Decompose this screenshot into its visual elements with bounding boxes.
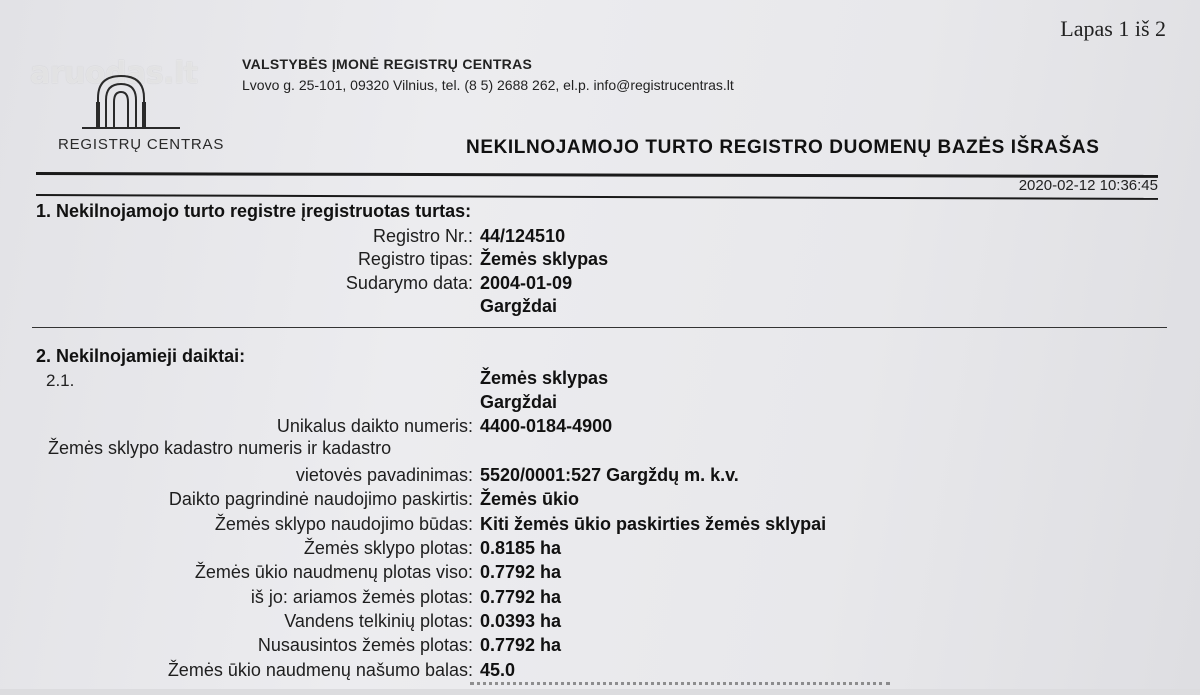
divider [36,172,1158,178]
field-row [0,512,1200,536]
field-label: Unikalus daikto numeris: [276,416,473,436]
field-value: 44/124510 [480,226,566,246]
field-label: iš jo: ariamos žemės plotas: [250,587,473,607]
field-label: Žemės ūkio naudmenų plotas viso: [194,562,473,582]
field-row [0,609,1200,633]
item-place: Gargždai [480,392,558,412]
field-value: 45.0 [480,660,516,680]
section-1-title: 1. Nekilnojamojo turto registre įregistruotas turtas: [36,201,472,221]
org-address: Lvovo g. 25-101, 09320 Vilnius, tel. (8 5) 2688 262, el.p. info@registrucentras.lt [242,77,734,93]
field-row [0,585,1200,609]
field-label: Daikto pagrindinė naudojimo paskirtis: [168,489,473,509]
field-value: 0.8185 ha [480,538,562,558]
field-value: 0.0393 ha [480,611,562,631]
field-value: 2004-01-09 [480,273,573,293]
logo-text: REGISTRŲ CENTRAS [58,136,225,153]
field-row [0,463,1200,487]
field-row [0,224,1200,248]
field-row [0,247,1200,271]
field-row [0,536,1200,560]
field-label: Nusausintos žemės plotas: [257,635,473,655]
field-row [0,271,1200,295]
field-value: Gargždai [480,296,558,316]
field-label: Žemės sklypo naudojimo būdas: [214,514,473,534]
item-place-row [0,390,1200,414]
field-row [0,294,1200,318]
item-type-row [0,366,1200,390]
field-label: Sudarymo data: [345,273,473,293]
timestamp: 2020-02-12 10:36:45 [1018,177,1158,194]
watermark-text: aruodas.lt [30,56,198,91]
field-row [0,658,1200,682]
field-label-line1: Žemės sklypo kadastro numeris ir kadastro [48,438,392,458]
item-type: Žemės sklypas [480,368,609,388]
field-label: Vandens telkinių plotas: [284,611,473,631]
field-row [0,633,1200,657]
field-row [0,560,1200,584]
page-number: Lapas 1 iš 2 [1060,16,1166,41]
field-label: Žemės ūkio naudmenų našumo balas: [167,660,473,680]
field-label: Registro tipas: [357,249,473,269]
field-value: Žemės sklypas [480,249,609,269]
field-value: 5520/0001:527 Gargždų m. k.v. [480,465,739,485]
arch-logo-icon [76,68,186,132]
field-value: Kiti žemės ūkio paskirties žemės sklypai [480,514,827,534]
field-value: 0.7792 ha [480,562,562,582]
field-value: 4400-0184-4900 [480,416,613,436]
field-row [0,487,1200,511]
field-value: 0.7792 ha [480,587,562,607]
field-value: 0.7792 ha [480,635,562,655]
item-number: 2.1. [46,371,75,390]
org-name: VALSTYBĖS ĮMONĖ REGISTRŲ CENTRAS [242,56,533,72]
field-label: Registro Nr.: [372,226,473,246]
document-title: NEKILNOJAMOJO TURTO REGISTRO DUOMENŲ BAZĖS IŠRAŠAS [466,137,1100,158]
section-2-title: 2. Nekilnojamieji daiktai: [36,346,246,366]
field-label: vietovės pavadinimas: [295,465,473,485]
field-row [0,414,1200,438]
field-label: Žemės sklypo plotas: [303,538,473,558]
divider [32,327,1167,328]
divider [36,194,1158,200]
field-value: Žemės ūkio [480,489,580,509]
registry-logo [30,30,230,160]
